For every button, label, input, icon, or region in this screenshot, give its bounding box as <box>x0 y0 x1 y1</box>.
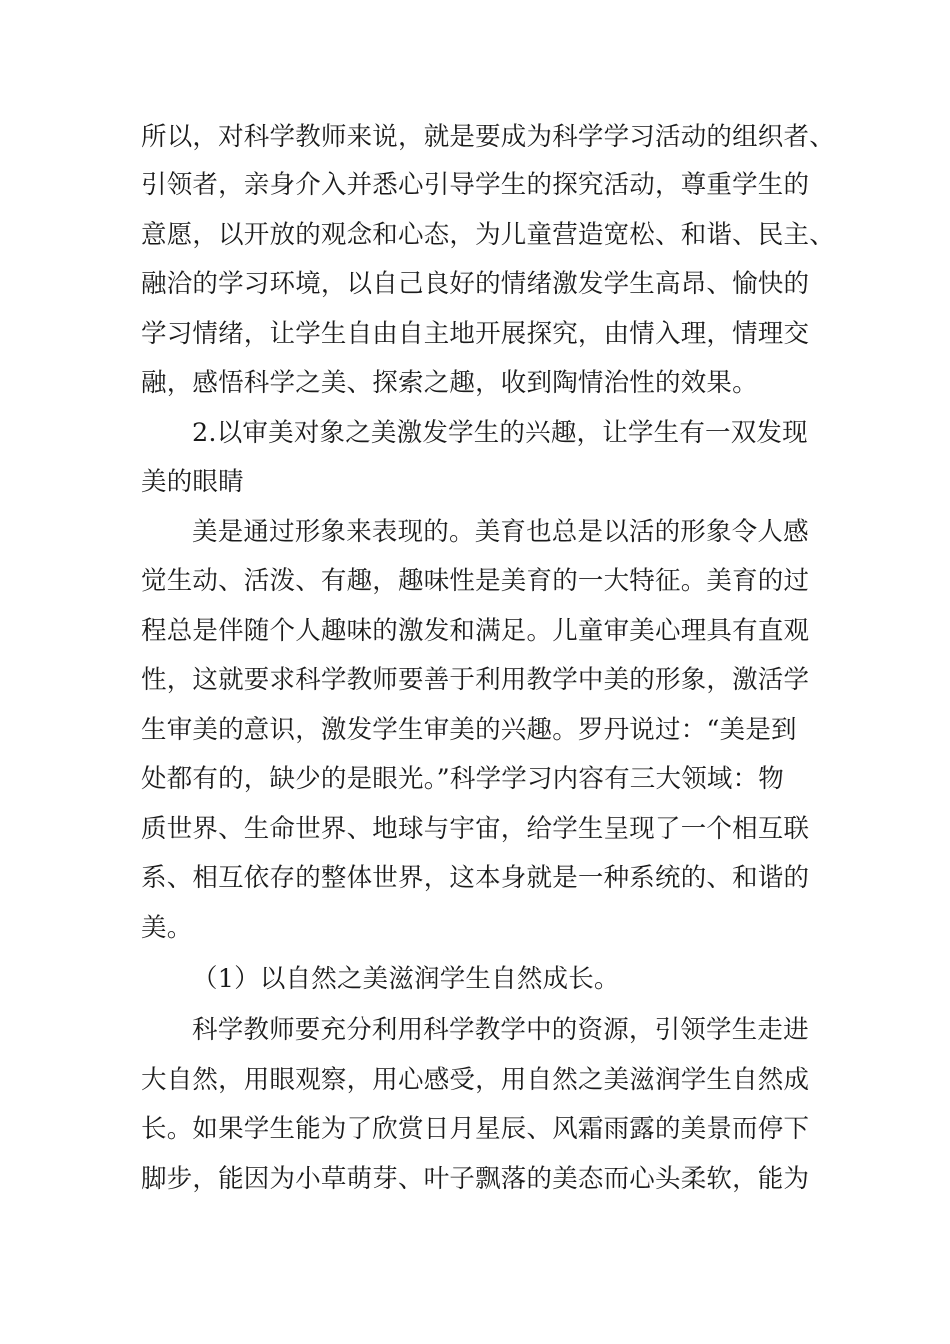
text-line: 融，感悟科学之美、探索之趣，收到陶情治性的效果。 <box>141 368 758 398</box>
text-line: 美。 <box>141 913 193 943</box>
text-line: 脚步，能因为小草萌芽、叶子飘落的美态而心头柔软，能为 <box>141 1164 810 1194</box>
text-line: 所以，对科学教师来说，就是要成为科学学习活动的组织者、 <box>141 122 835 152</box>
text-line: 质世界、生命世界、地球与宇宙，给学生呈现了一个相互联 <box>141 814 810 844</box>
text-line: 系、相互依存的整体世界，这本身就是一种系统的、和谐的 <box>141 863 810 893</box>
text-line: 生审美的意识，激发学生审美的兴趣。罗丹说过：“美是到 <box>141 715 797 745</box>
text-line: 程总是伴随个人趣味的激发和满足。儿童审美心理具有直观 <box>141 616 810 646</box>
text-line: 意愿，以开放的观念和心态，为儿童营造宽松、和谐、民主、 <box>141 220 835 250</box>
text-line: 长。如果学生能为了欣赏日月星辰、风霜雨露的美景而停下 <box>141 1114 810 1144</box>
paragraph-start: 美是通过形象来表现的。美育也总是以活的形象令人感 <box>192 517 809 547</box>
text-line: 学习情绪，让学生自由自主地开展探究，由情入理，情理交 <box>141 319 810 349</box>
text-line: 融洽的学习环境，以自己良好的情绪激发学生高昂、愉快的 <box>141 269 810 299</box>
text-line: 觉生动、活泼、有趣，趣味性是美育的一大特征。美育的过 <box>141 566 810 596</box>
section-heading-continued: 美的眼睛 <box>141 467 244 497</box>
text-line: 处都有的，缺少的是眼光。”科学学习内容有三大领域：物 <box>141 764 784 794</box>
text-line: 性，这就要求科学教师要善于利用教学中美的形象，激活学 <box>141 665 810 695</box>
paragraph-start: 科学教师要充分利用科学教学中的资源，引领学生走进 <box>192 1015 809 1045</box>
text-line: 引领者，亲身介入并悉心引导学生的探究活动，尊重学生的 <box>141 170 810 200</box>
section-heading: 2.以审美对象之美激发学生的兴趣，让学生有一双发现 <box>192 418 808 448</box>
text-line: 大自然，用眼观察，用心感受，用自然之美滋润学生自然成 <box>141 1065 810 1095</box>
subsection-heading: （1）以自然之美滋润学生自然成长。 <box>192 964 620 994</box>
